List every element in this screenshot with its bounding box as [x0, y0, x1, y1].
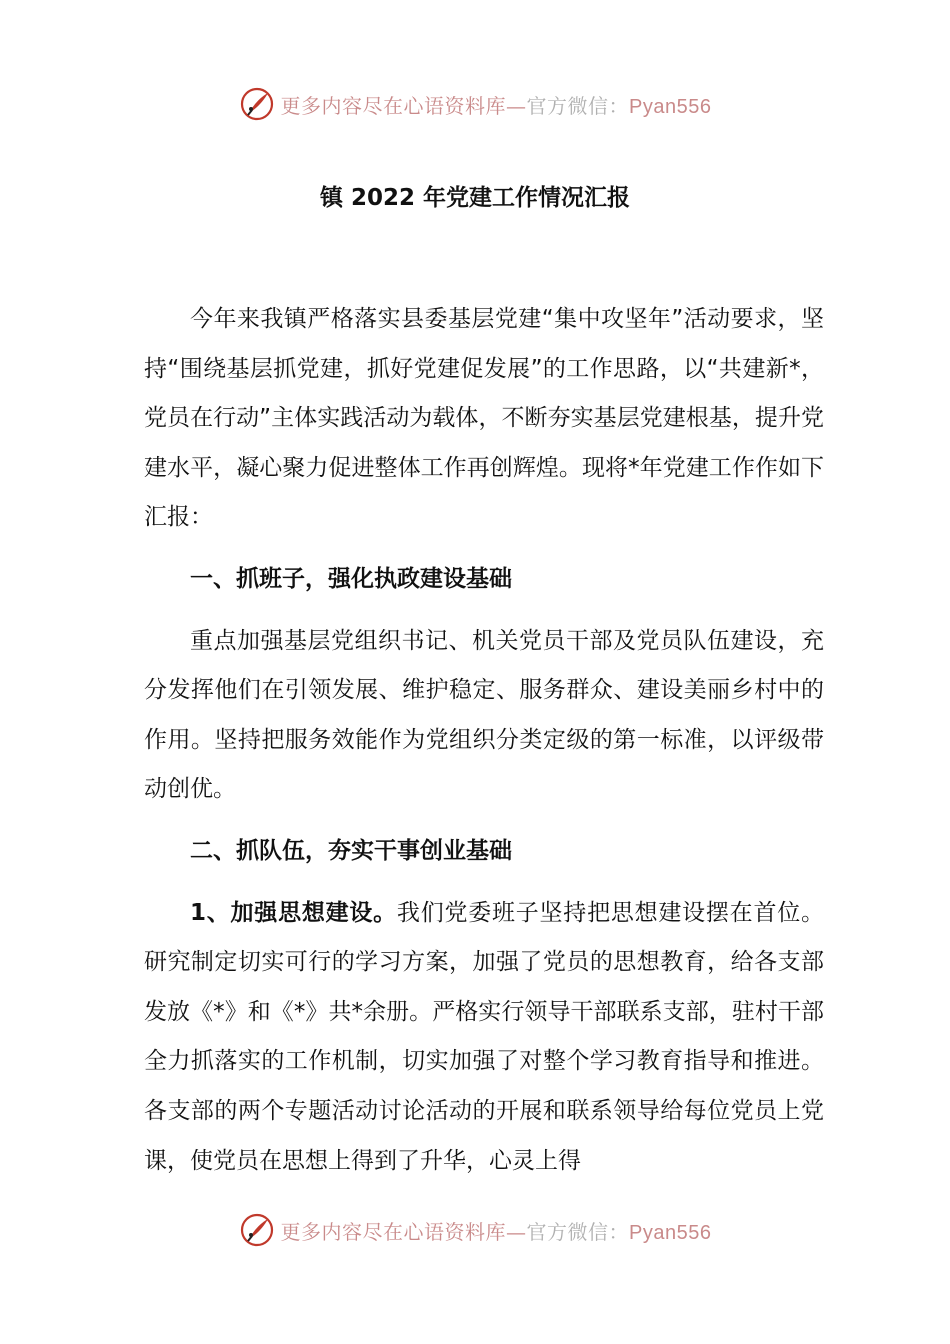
document-body: [144, 295, 824, 1186]
watermark-footer: [0, 1210, 950, 1250]
section-2-heading: 二、抓队伍，夯实干事创业基础: [190, 837, 512, 864]
watermark-text: 更多内容尽在心语资料库—: [280, 93, 527, 118]
watermark-wechat-id: Pyan556: [629, 1221, 712, 1244]
document-title: 镇 2022 年党建工作情况汇报: [319, 185, 631, 211]
watermark-text: 更多内容尽在心语资料库—: [280, 1219, 527, 1244]
watermark-wechat-label: 官方微信：: [526, 93, 630, 118]
section-1-heading: 一、抓班子，强化执政建设基础: [190, 565, 512, 592]
subsection-lead: 1、加强思想建设。: [190, 899, 397, 926]
quill-pen-icon: [239, 86, 275, 122]
section-2-paragraph: [144, 889, 824, 1187]
watermark-header: [0, 84, 950, 124]
section-1-body: 重点加强基层党组织书记、机关党员干部及党员队伍建设，充分发挥他们在引领发展、维护稳定、服务群众、建设美丽乡村中的作用。坚持把服务效能作为党组织分类定级的第一标准，以评级带动创优。: [144, 627, 824, 803]
watermark-wechat-id: Pyan556: [629, 95, 712, 118]
subsection-body: 我们党委班子坚持把思想建设摆在首位。研究制定切实可行的学习方案，加强了党员的思想教育，给各支部发放《*》和《*》共*余册。严格实行领导干部联系支部，驻村干部全力抓落实的工作机制，切实加强了对整个学习教育指导和推进。各支部的两个专题活动讨论活动的开展和联系领导给每位党员上党课，使党员在思想上得到了升华，心灵上得: [144, 899, 824, 1174]
quill-pen-icon: [239, 1212, 275, 1248]
intro-paragraph: 今年来我镇严格落实县委基层党建“集中攻坚年”活动要求，坚持“围绕基层抓党建，抓好党建促发展”的工作思路，以“共建新*，党员在行动”主体实践活动为载体，不断夯实基层党建根基，提升党建水平，凝心聚力促进整体工作再创辉煌。现将*年党建工作作如下汇报：: [144, 306, 824, 531]
watermark-wechat-label: 官方微信：: [526, 1219, 630, 1244]
